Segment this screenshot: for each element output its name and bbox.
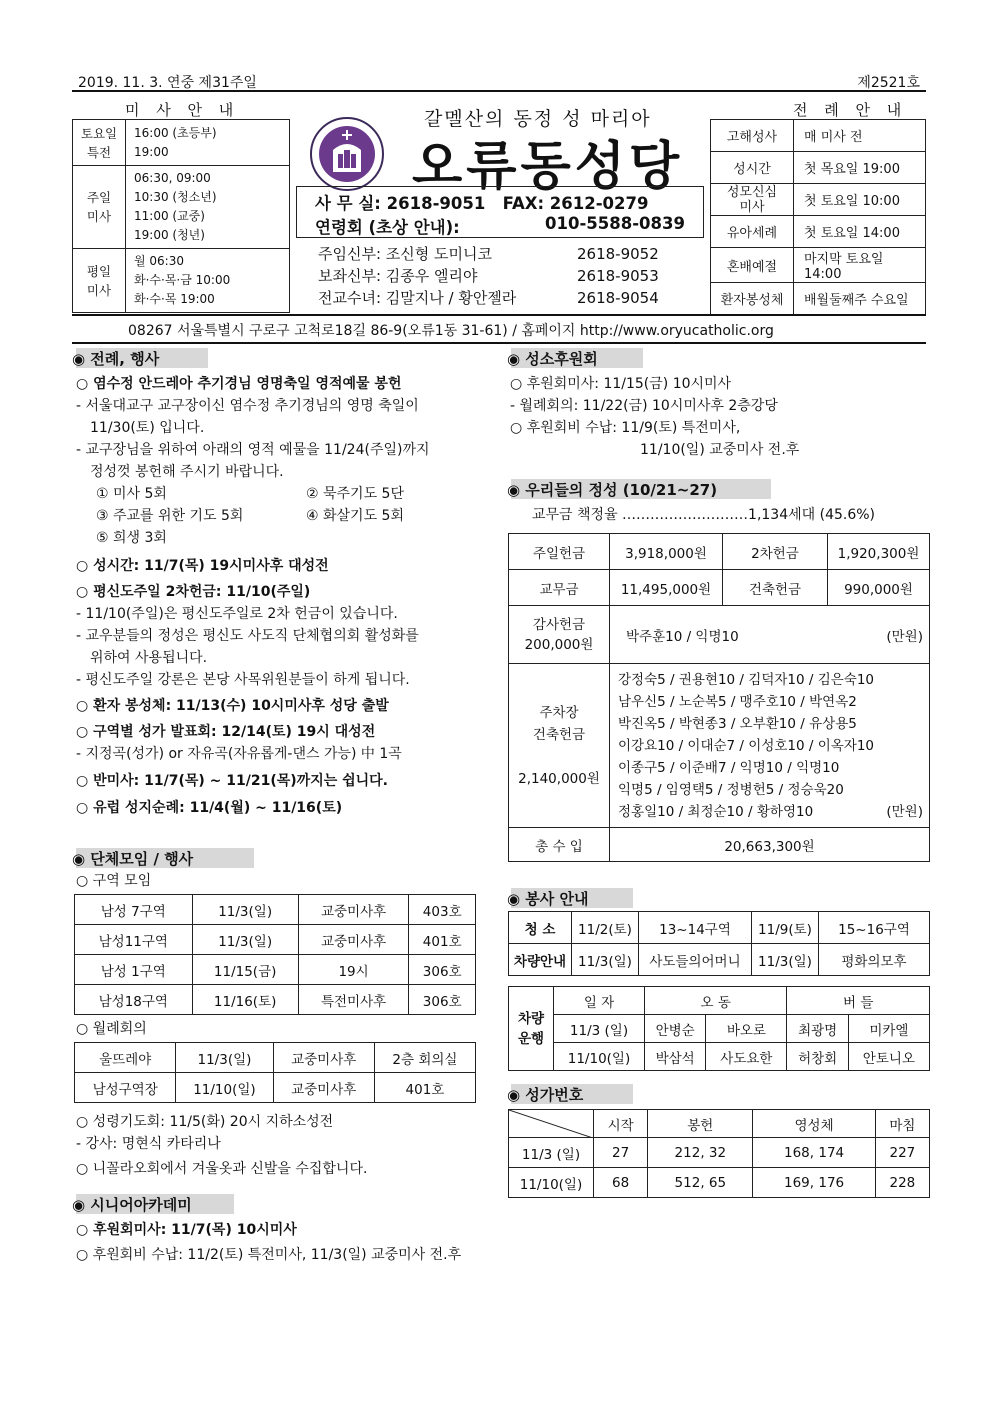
clergy-phone: 2618-9053 bbox=[577, 267, 659, 285]
offering-table bbox=[508, 533, 930, 862]
parish-logo-icon bbox=[309, 116, 385, 192]
cell: 11/3 (일) bbox=[509, 1138, 594, 1168]
section-liturgy-title: ◉ 전례, 행사 bbox=[72, 348, 208, 368]
cell: 남성 7구역 bbox=[75, 895, 193, 925]
senior-item: ○ 후원회비 수납: 11/2(토) 특전미사, 11/3(일) 교중미사 전.후 bbox=[76, 1247, 462, 1263]
driving-table bbox=[508, 986, 930, 1071]
cell: 11/3(일) bbox=[192, 895, 298, 925]
mass-value: 06:30, 09:00 10:30 (청소년) 11:00 (교중) 19:00 (청년) bbox=[126, 166, 290, 249]
rite-value: 매 미사 전 bbox=[794, 120, 926, 152]
cell: 청 소 bbox=[509, 912, 572, 944]
cell: 남성11구역 bbox=[75, 925, 193, 955]
thanks-label: 감사헌금 200,000원 bbox=[509, 606, 610, 664]
vocation-item: - 월례회의: 11/22(금) 10시미사후 2층강당 bbox=[510, 398, 778, 414]
donor-line: 이강요10 / 이대순7 / 이성호10 / 이옥자10 bbox=[618, 737, 875, 754]
cell: 512, 65 bbox=[648, 1168, 753, 1198]
office-phone: 사 무 실: 2618-9051 FAX: 2612-0279 bbox=[315, 194, 649, 213]
cell: 특전미사후 bbox=[298, 985, 409, 1015]
cell: 교무금 bbox=[509, 570, 610, 606]
monthly-label: ○ 월례회의 bbox=[76, 1021, 147, 1037]
clergy-phones bbox=[577, 243, 659, 309]
liturgy-item: ○ 평신도주일 2차헌금: 11/10(주일) bbox=[76, 584, 311, 600]
cell: 박삼석 bbox=[645, 1043, 706, 1071]
liturgy-item: - 지정곡(성가) or 자유곡(자유롭게-댄스 가능) 中 1곡 bbox=[76, 746, 402, 762]
groups-item: - 강사: 명현식 카타리나 bbox=[76, 1136, 221, 1152]
cell: 최광명 bbox=[787, 1015, 848, 1043]
address-text: 08267 서울특별시 구로구 고척로18길 86-9(오류1동 31-61) / 홈페이지 http://www.oryucatholic.org bbox=[128, 323, 774, 339]
clergy-item: 주임신부: 조신형 도미니코 bbox=[318, 245, 492, 263]
service-table bbox=[508, 911, 930, 976]
cell: 교중미사후 bbox=[273, 1043, 374, 1073]
rite-key: 고해성사 bbox=[711, 120, 794, 152]
donor-line: 정홍일10 / 최정순10 / 황하영10 bbox=[618, 803, 814, 820]
offering-item: ② 묵주기도 5단 bbox=[306, 486, 404, 502]
cell: 시작 bbox=[594, 1110, 648, 1138]
cell: 228 bbox=[875, 1168, 929, 1198]
liturgy-item: - 교우분들의 정성은 평신도 사도직 단체협의회 활성화를 bbox=[76, 628, 419, 644]
rite-value: 첫 토요일 14:00 bbox=[794, 216, 926, 248]
groups-item: ○ 성령기도회: 11/5(화) 20시 지하소성전 bbox=[76, 1114, 334, 1130]
rite-value: 마지막 토요일 14:00 bbox=[794, 248, 926, 283]
cell: 212, 32 bbox=[648, 1138, 753, 1168]
assoc-phone: 010-5588-0839 bbox=[545, 214, 685, 233]
rite-key: 성시간 bbox=[711, 152, 794, 184]
section-service-title: ◉ 봉사 안내 bbox=[507, 888, 633, 908]
vocation-item: ○ 후원회비 수납: 11/9(토) 특전미사, bbox=[510, 420, 741, 436]
cell: 울뜨레야 bbox=[75, 1043, 176, 1073]
cell: 2차헌금 bbox=[723, 534, 828, 570]
cell: 11/2(토) bbox=[572, 912, 639, 944]
cell: 교중미사후 bbox=[298, 895, 409, 925]
donor-line: 박진옥5 / 박현종3 / 오부환10 / 유상용5 bbox=[618, 715, 857, 732]
rite-key: 성모신심 미사 bbox=[711, 184, 794, 216]
cell: 버 들 bbox=[787, 987, 930, 1015]
cell: 27 bbox=[594, 1138, 648, 1168]
cell: 169, 176 bbox=[753, 1168, 875, 1198]
cell: 남성18구역 bbox=[75, 985, 193, 1015]
liturgy-item: - 평신도주일 강론은 본당 사목위원분들이 하게 됩니다. bbox=[76, 672, 410, 688]
liturgy-item: - 서울대교구 교구장이신 염수정 추기경님의 영명 축일이 bbox=[76, 398, 419, 414]
cell: 306호 bbox=[409, 985, 476, 1015]
parking-amount: 2,140,000원 bbox=[518, 770, 600, 787]
cell: 11/3 (일) bbox=[554, 1015, 645, 1043]
clergy-item: 전교수녀: 김말지나 / 황안젤라 bbox=[318, 289, 517, 307]
total-label: 총 수 입 bbox=[509, 828, 610, 862]
liturgy-item: ○ 구역별 성가 발표회: 12/14(토) 19시 대성전 bbox=[76, 724, 376, 740]
liturgy-body bbox=[76, 373, 496, 819]
issue-number: 제2521호 bbox=[857, 75, 920, 91]
donor-line: 강정숙5 / 권용현10 / 김덕자10 / 김은숙10 bbox=[618, 671, 875, 688]
cell: 990,000원 bbox=[828, 570, 930, 606]
cell: 11/3(일) bbox=[176, 1043, 273, 1073]
cell: 허창회 bbox=[787, 1043, 848, 1071]
cell: 227 bbox=[875, 1138, 929, 1168]
rite-guide-table bbox=[710, 119, 926, 315]
offering-item: ③ 주교를 위한 기도 5회 bbox=[96, 508, 244, 524]
cell: 11/15(금) bbox=[192, 955, 298, 985]
senior-body bbox=[76, 1219, 461, 1266]
section-offering-title: ◉ 우리들의 정성 (10/21~27) bbox=[507, 479, 771, 499]
parking-unit: (만원) bbox=[886, 804, 923, 820]
mass-guide-title: 미 사 안 내 bbox=[125, 101, 240, 119]
offering-item: ① 미사 5회 bbox=[96, 486, 167, 502]
section-vocation-title: ◉ 성소후원회 bbox=[507, 348, 643, 368]
mass-key: 토요일 특전 bbox=[73, 120, 126, 166]
cell: 15~16구역 bbox=[819, 912, 930, 944]
cell: 11/3(일) bbox=[192, 925, 298, 955]
rite-value: 배월둘째주 수요일 bbox=[794, 283, 926, 315]
cell: 평화의모후 bbox=[819, 944, 930, 976]
cell: 11/10(일) bbox=[509, 1168, 594, 1198]
rite-key: 환자봉성체 bbox=[711, 283, 794, 315]
cell: 바오로 bbox=[706, 1015, 787, 1043]
cell: 11/10(일) bbox=[176, 1073, 273, 1103]
rite-guide-title: 전 례 안 내 bbox=[793, 101, 908, 119]
cell: 사도들의어머니 bbox=[639, 944, 752, 976]
cell: 교중미사후 bbox=[273, 1073, 374, 1103]
cell: 남성구역장 bbox=[75, 1073, 176, 1103]
cell: 건축헌금 bbox=[723, 570, 828, 606]
thanks-unit: (만원) bbox=[886, 629, 923, 645]
parish-subtitle: 갈멜산의 동정 성 마리아 bbox=[424, 108, 652, 130]
cell: 306호 bbox=[409, 955, 476, 985]
cell: 11/3(일) bbox=[752, 944, 819, 976]
liturgy-item: ○ 유럽 성지순례: 11/4(월) ~ 11/16(토) bbox=[76, 800, 343, 816]
liturgy-item: ○ 환자 봉성체: 11/13(수) 10시미사후 성당 출발 bbox=[76, 698, 389, 714]
donor-line: 익명5 / 임영택5 / 정병헌5 / 정승욱20 bbox=[618, 781, 844, 798]
mass-value: 월 06:30 화·수·목·금 10:00 화·수·목 19:00 bbox=[126, 249, 290, 313]
vocation-item: ○ 후원회미사: 11/15(금) 10시미사 bbox=[510, 376, 732, 392]
clergy-item: 보좌신부: 김종우 엘리야 bbox=[318, 267, 478, 285]
offering-item: ⑤ 희생 3회 bbox=[96, 530, 167, 546]
cell: 남성 1구역 bbox=[75, 955, 193, 985]
cell: 교중미사후 bbox=[298, 925, 409, 955]
cell: 13~14구역 bbox=[639, 912, 752, 944]
vocation-item: 11/10(일) 교중미사 전.후 bbox=[640, 442, 800, 458]
liturgy-item: - 11/10(주일)은 평신도주일로 2차 헌금이 있습니다. bbox=[76, 606, 398, 622]
cell: 안토니오 bbox=[848, 1043, 929, 1071]
top-bar bbox=[72, 70, 926, 92]
cell: 차량안내 bbox=[509, 944, 572, 976]
liturgy-item: 11/30(토) 입니다. bbox=[90, 420, 205, 436]
cell: 봉헌 bbox=[648, 1110, 753, 1138]
liturgy-item: ○ 성시간: 11/7(목) 19시미사후 대성전 bbox=[76, 558, 329, 574]
liturgy-item: ○ 반미사: 11/7(목) ~ 11/21(목)까지는 쉽니다. bbox=[76, 773, 389, 789]
donor-line: 남우신5 / 노순복5 / 맹주호10 / 박연옥2 bbox=[618, 693, 857, 710]
cell: 11/3(일) bbox=[572, 944, 639, 976]
driving-label: 차량 운행 bbox=[509, 987, 554, 1071]
clergy-phone: 2618-9054 bbox=[577, 289, 659, 307]
cell: 168, 174 bbox=[753, 1138, 875, 1168]
cell: 19시 bbox=[298, 955, 409, 985]
thanks-value: 박주훈10 / 익명10 bbox=[626, 628, 739, 645]
cell: 2층 회의실 bbox=[374, 1043, 475, 1073]
cell: 영성체 bbox=[753, 1110, 875, 1138]
hymns-table bbox=[508, 1109, 930, 1198]
cell: 11/10(일) bbox=[554, 1043, 645, 1071]
mass-value: 16:00 (초등부) 19:00 bbox=[126, 120, 290, 166]
cell: 안병순 bbox=[645, 1015, 706, 1043]
date-line: 2019. 11. 3. 연중 제31주일 bbox=[78, 75, 257, 91]
liturgy-item: - 교구장님을 위하여 아래의 영적 예물을 11/24(주일)까지 bbox=[76, 442, 430, 458]
section-hymns-title: ◉ 성가번호 bbox=[507, 1084, 633, 1104]
cell: 주일헌금 bbox=[509, 534, 610, 570]
quota-line: 교무금 책정율 ………………………1,134세대 (45.6%) bbox=[532, 507, 876, 523]
cell: 11/16(토) bbox=[192, 985, 298, 1015]
clergy-phone: 2618-9052 bbox=[577, 245, 659, 263]
parking-cell bbox=[610, 664, 930, 828]
cell: 사도요한 bbox=[706, 1043, 787, 1071]
donor-line: 이종구5 / 이준배7 / 익명10 / 익명10 bbox=[618, 759, 840, 776]
liturgy-item: 정성껏 봉헌해 주시기 바랍니다. bbox=[90, 464, 284, 480]
cell: 11,495,000원 bbox=[610, 570, 723, 606]
cell: 68 bbox=[594, 1168, 648, 1198]
cell: 오 동 bbox=[645, 987, 787, 1015]
mass-key: 평일 미사 bbox=[73, 249, 126, 313]
rite-value: 첫 토요일 10:00 bbox=[794, 184, 926, 216]
cell: 미카엘 bbox=[848, 1015, 929, 1043]
cell: 403호 bbox=[409, 895, 476, 925]
groups-after bbox=[76, 1111, 367, 1180]
mass-guide-table bbox=[72, 119, 290, 313]
cell: 3,918,000원 bbox=[610, 534, 723, 570]
cell: 401호 bbox=[409, 925, 476, 955]
rite-key: 유아세례 bbox=[711, 216, 794, 248]
parking-label: 주차장 건축헌금 2,140,000원 bbox=[509, 664, 610, 828]
rite-value: 첫 목요일 19:00 bbox=[794, 152, 926, 184]
assoc-label: 연령회 (초상 안내): bbox=[315, 218, 460, 237]
liturgy-item: 위하여 사용됩니다. bbox=[90, 650, 208, 666]
section-senior-title: ◉ 시니어아카데미 bbox=[72, 1194, 234, 1214]
cell: 1,920,300원 bbox=[828, 534, 930, 570]
address-bar bbox=[72, 314, 926, 344]
district-table bbox=[74, 894, 476, 1015]
liturgy-item: ○ 염수정 안드레아 추기경님 영명축일 영적예물 봉헌 bbox=[76, 376, 402, 392]
groups-item: ○ 니꼴라오회에서 겨울옷과 신발을 수집합니다. bbox=[76, 1161, 368, 1177]
parish-name: 오류동성당 bbox=[412, 137, 684, 197]
district-label: ○ 구역 모임 bbox=[76, 873, 152, 889]
monthly-table bbox=[74, 1042, 476, 1103]
cell: 일 자 bbox=[554, 987, 645, 1015]
total-value: 20,663,300원 bbox=[610, 828, 930, 862]
office-box bbox=[296, 186, 704, 238]
senior-item: ○ 후원회미사: 11/7(목) 10시미사 bbox=[76, 1222, 297, 1238]
offering-item: ④ 화살기도 5회 bbox=[306, 508, 404, 524]
corner-cell bbox=[509, 1110, 594, 1138]
thanks-cell bbox=[610, 606, 930, 664]
cell: 401호 bbox=[374, 1073, 475, 1103]
section-groups-title: ◉ 단체모임 / 행사 bbox=[72, 848, 254, 868]
vocation-body bbox=[510, 373, 799, 461]
cell: 11/9(토) bbox=[752, 912, 819, 944]
clergy-list bbox=[318, 243, 516, 309]
rite-key: 혼배예절 bbox=[711, 248, 794, 283]
cell: 마침 bbox=[875, 1110, 929, 1138]
mass-key: 주일 미사 bbox=[73, 166, 126, 249]
